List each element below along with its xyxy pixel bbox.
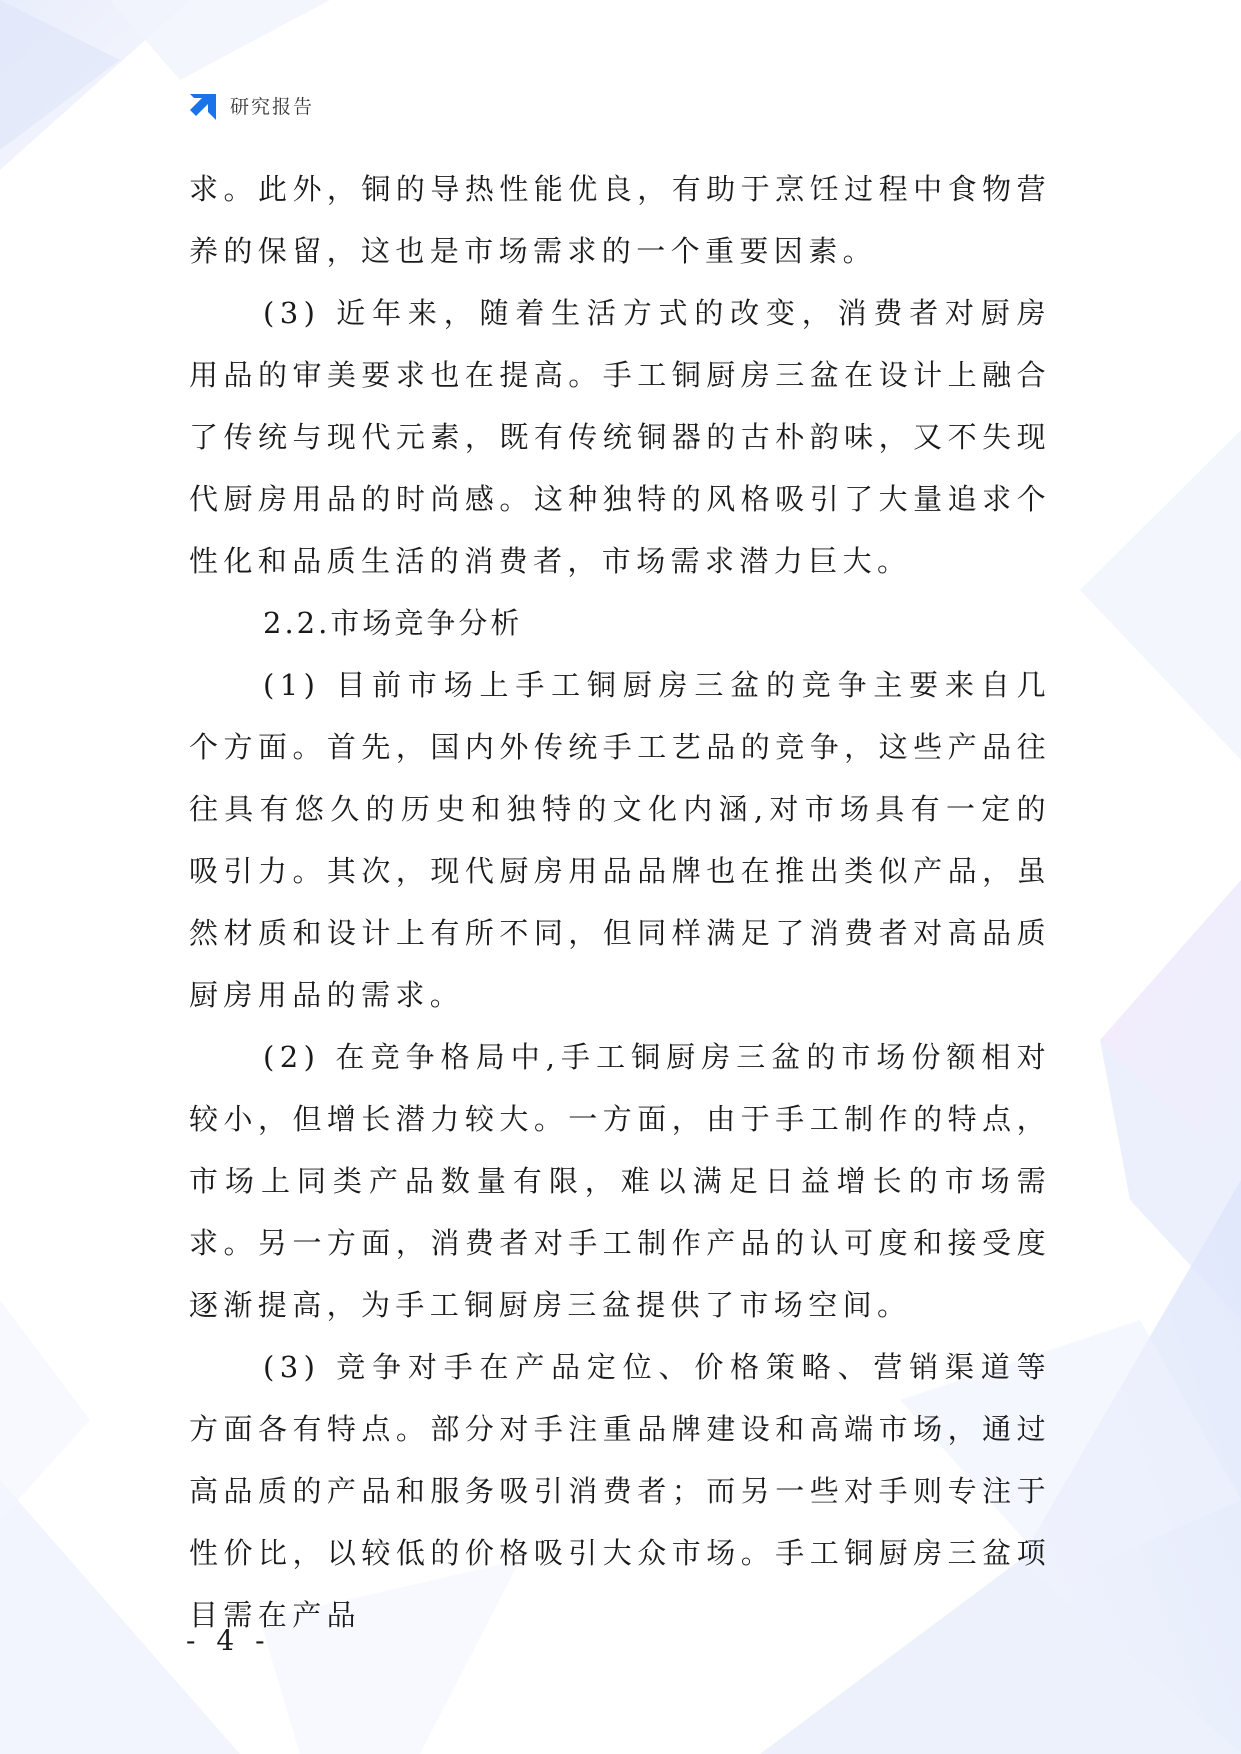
document-body — [189, 158, 1051, 1646]
section-heading-market-competition: 2.2.市场竞争分析 — [263, 606, 523, 640]
paragraph-continuation: 求。此外，铜的导热性能优良，有助于烹饪过程中食物营养的保留，这也是市场需求的一个重要因素。 — [189, 172, 1051, 268]
arrow-up-right-icon — [186, 88, 220, 122]
header-title: 研究报告 — [230, 95, 315, 118]
paragraph-1-competition-sources: (1) 目前市场上手工铜厨房三盆的竞争主要来自几个方面。首先，国内外传统手工艺品的竞争，这些产品往往具有悠久的历史和独特的文化内涵,对市场具有一定的吸引力。其次，现代厨房用品品牌也在推出类似产品，虽然材质和设计上有所不同，但同样满足了消费者对高品质厨房用品的需求。 — [189, 668, 1051, 1012]
report-header — [186, 88, 314, 122]
page-number: - 4 - — [186, 1624, 271, 1657]
paragraph-2-competition-landscape: (2) 在竞争格局中,手工铜厨房三盆的市场份额相对较小，但增长潜力较大。一方面，由于手工制作的特点，市场上同类产品数量有限，难以满足日益增长的市场需求。另一方面，消费者对手工制作产品的认可度和接受度逐渐提高，为手工铜厨房三盆提供了市场空间。 — [189, 1040, 1051, 1322]
paragraph-3-consumer-aesthetics: (3) 近年来，随着生活方式的改变，消费者对厨房用品的审美要求也在提高。手工铜厨房三盆在设计上融合了传统与现代元素，既有传统铜器的古朴韵味，又不失现代厨房用品的时尚感。这种独特的风格吸引了大量追求个性化和品质生活的消费者，市场需求潜力巨大。 — [189, 296, 1051, 578]
paragraph-3-competitor-strategies: (3) 竞争对手在产品定位、价格策略、营销渠道等方面各有特点。部分对手注重品牌建设和高端市场，通过高品质的产品和服务吸引消费者；而另一些对手则专注于性价比，以较低的价格吸引大众市场。手工铜厨房三盆项目需在产品 — [189, 1350, 1051, 1632]
